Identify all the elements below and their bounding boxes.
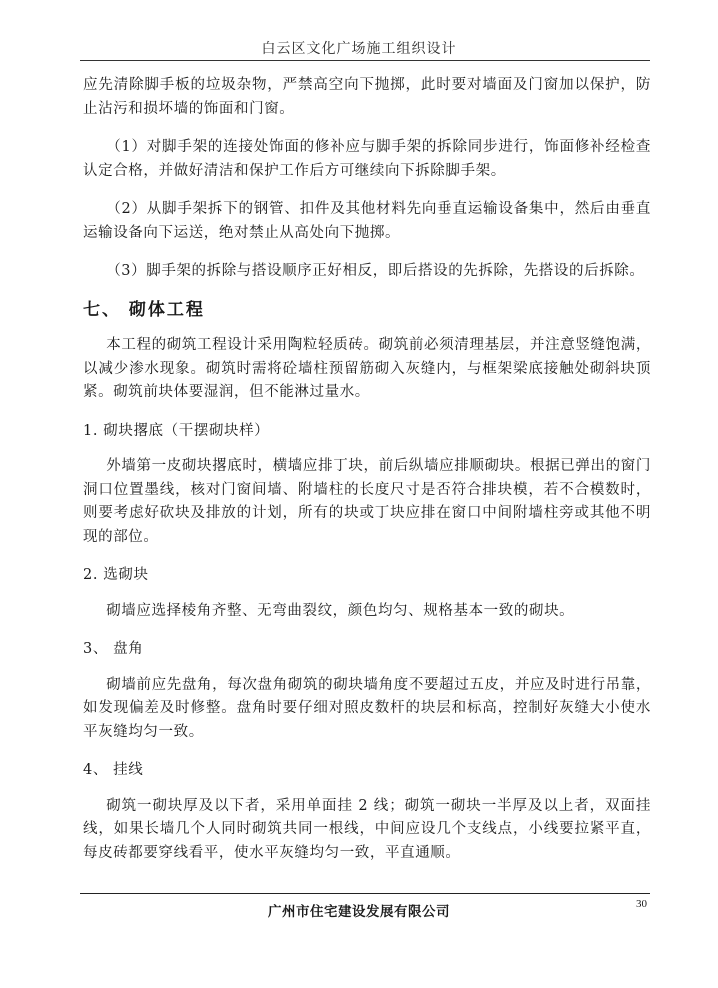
paragraph-intro: 应先清除脚手板的垃圾杂物，严禁高空向下抛掷，此时要对墙面及门窗加以保护，防止沾污和损坏墙的饰面和门窗。 bbox=[83, 77, 651, 117]
subsection-1-heading: 1. 砌块撂底（干摆砌块样） bbox=[83, 422, 270, 439]
section-heading: 七、 砌体工程 bbox=[83, 299, 205, 320]
header-divider bbox=[80, 60, 650, 61]
subsection-2-text: 砌墙应选择棱角齐整、无弯曲裂纹，颜色均匀、规格基本一致的砌块。 bbox=[106, 602, 575, 619]
subsection-4-text: 砌筑一砌块厚及以下者，采用单面挂 2 线；砌筑一砌块一半厚及以上者，双面挂线，如果长墙几个人同时砌筑共同一根线，中间应设几个支线点，小线要拉紧平直，每皮砖都要穿线看平，使水平灰缝均匀一致，平直通顺。 bbox=[83, 797, 651, 861]
subsection-3-heading: 3、 盘角 bbox=[83, 641, 144, 657]
list-item-1: （1）对脚手架的连接处饰面的修补应与脚手架的拆除同步进行，饰面修补经检查认定合格，并做好清洁和保护工作后方可继续向下拆除脚手架。 bbox=[83, 139, 651, 179]
document-body bbox=[83, 74, 651, 880]
subsection-3-text: 砌墙前应先盘角，每次盘角砌筑的砌块墙角度不要超过五皮，并应及时进行吊靠，如发现偏差及时修整。盘角时要仔细对照皮数杆的块层和标高，控制好灰缝大小使水平灰缝均匀一致。 bbox=[83, 676, 651, 740]
footer-company-name: 广州市住宅建设发展有限公司 bbox=[268, 904, 450, 920]
footer-divider bbox=[80, 893, 650, 894]
list-item-2: （2）从脚手架拆下的钢管、扣件及其他材料先向垂直运输设备集中，然后由垂直运输设备向下运送，绝对禁止从高处向下抛掷。 bbox=[83, 201, 651, 241]
page-number: 30 bbox=[636, 898, 647, 910]
subsection-2-heading: 2. 选砌块 bbox=[83, 567, 149, 583]
list-item-3: （3）脚手架的拆除与搭设顺序正好相反，即后搭设的先拆除，先搭设的后拆除。 bbox=[106, 263, 645, 279]
page-header-title: 白云区文化广场施工组织设计 bbox=[261, 41, 457, 57]
section-intro: 本工程的砌筑工程设计采用陶粒轻质砖。砌筑前必须清理基层，并注意竖缝饱满，以减少渗水现象。砌筑时需将砼墙柱预留筋砌入灰缝内，与框架梁底接触处砌斜块顶紧。砌筑前块体要湿润，但不能淋过量水。 bbox=[83, 337, 651, 400]
subsection-4-heading: 4、 挂线 bbox=[83, 762, 144, 778]
subsection-1-text: 外墙第一皮砌块撂底时，横墙应排丁块，前后纵墙应排顺砌块。根据已弹出的窗门洞口位置墨线，核对门窗间墙、附墙柱的长度尺寸是否符合排块模，若不合模数时，则要考虑好砍块及排放的计划，所有的块或丁块应排在窗口中间附墙柱旁或其他不明现的部位。 bbox=[83, 458, 651, 545]
